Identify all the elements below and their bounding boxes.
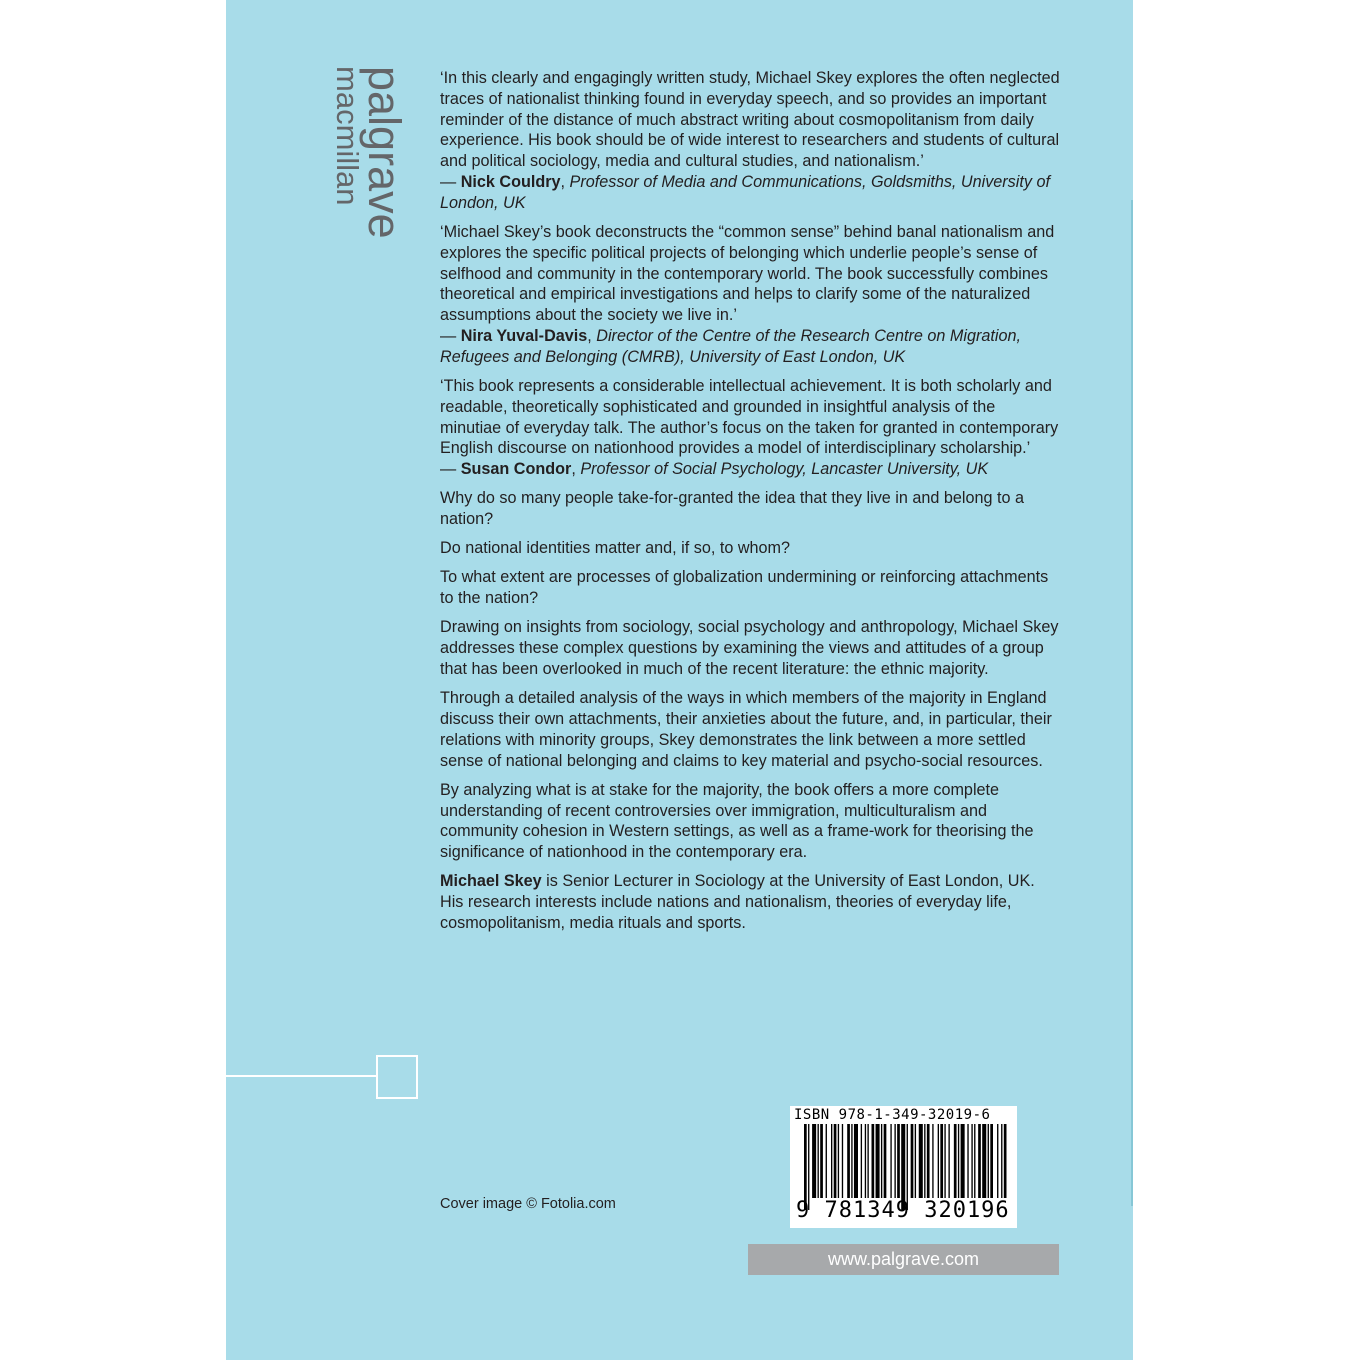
blurb-question: Why do so many people take-for-granted the idea that they live in and belong to a nation? (440, 489, 1025, 529)
review-attribution: — Nira Yuval-Davis, Director of the Centre of the Research Centre on Migration, Refugees and Belonging (CMRB), University of East London, UK (440, 326, 1021, 366)
barcode-bar (948, 1124, 949, 1198)
barcode-bar (894, 1124, 895, 1198)
barcode-bar (812, 1124, 816, 1198)
barcode-bar (876, 1124, 880, 1198)
review-quote: ‘In this clearly and engagingly written study, Michael Skey explores the often neglected traces of nationalist thinking found in everyday speech, and so provides an important reminder of the distance of much abstract writing about cosmopolitanism from daily experience. His book should be of wide interest to researchers and students of cultural and political sociology, media and cultural studies, and nationalism.’ (440, 69, 1060, 171)
barcode-bar (872, 1124, 875, 1198)
barcode-bar (954, 1124, 957, 1198)
blurb-paragraph: Drawing on insights from sociology, social psychology and anthropology, Michael Skey addresses these complex questions by examining the views and attitudes of a group that has been overlooked in much of the recent literature: the ethnic majority. (440, 618, 1059, 679)
reviewer-affiliation: Professor of Social Psychology, Lancaster University, UK (580, 460, 989, 479)
barcode-bar (988, 1124, 989, 1198)
barcode-bar (867, 1124, 868, 1198)
isbn-digits: 9 781349 320196 (796, 1198, 1010, 1223)
reviewer-name: Susan Condor (460, 460, 572, 479)
barcode-bar (940, 1124, 943, 1198)
back-cover-text (440, 68, 1060, 942)
barcode-bar (890, 1124, 891, 1198)
blurb-question: To what extent are processes of globalization undermining or reinforcing attachments to the nation? (440, 568, 1049, 608)
barcode-bar (958, 1124, 959, 1198)
barcode-bar (842, 1124, 843, 1198)
barcode-bar (884, 1124, 887, 1198)
review-quote: ‘This book represents a considerable intellectual achievement. It is both scholarly and readable, theoretically sophisticated and grounded in insightful analysis of the minutiae of everyday talk. The author’s focus on the taken for granted in contemporary English discourse on nationhood provides a model of interdisciplinary scholarship.’ (440, 376, 1059, 458)
author-bio: Michael Skey is Senior Lecturer in Sociology at the University of East London, UK. His research interests include nations and nationalism, theories of everyday life, cosmopolitanism, media rituals and sports. (440, 872, 1035, 932)
author-name: Michael Skey (440, 872, 542, 891)
isbn-label: ISBN 978-1-349-32019-6 (794, 1107, 991, 1123)
barcode-bar (854, 1124, 858, 1198)
barcode-bar (938, 1124, 939, 1198)
spine-edge (1131, 200, 1133, 1206)
barcode-bar (834, 1124, 837, 1198)
decorative-line (226, 1075, 377, 1077)
barcode-bar (919, 1124, 923, 1198)
barcode-bar (944, 1124, 945, 1198)
barcode-bar (865, 1124, 866, 1198)
reviewer-name: Nira Yuval-Davis (460, 326, 588, 345)
reviewer-affiliation: Director of the Centre of the Research Centre on Migration, Refugees and Belonging (CMRB), University of East London, UK (440, 326, 1021, 366)
barcode-bar (831, 1124, 832, 1198)
barcode-bar (847, 1124, 850, 1198)
barcode-bar (861, 1124, 862, 1198)
barcode-bar (818, 1124, 819, 1198)
reviewer-name: Nick Couldry (460, 172, 561, 191)
barcode-bar (990, 1124, 993, 1198)
barcode-bar (838, 1124, 839, 1198)
barcode-bar (997, 1124, 998, 1198)
barcode-bar (1001, 1124, 1002, 1198)
review-attribution: — Susan Condor, Professor of Social Psychology, Lancaster University, UK (440, 460, 989, 479)
barcode-bar (911, 1124, 914, 1198)
barcode-bar (820, 1124, 823, 1198)
barcode-bar (924, 1124, 925, 1198)
publisher-website[interactable]: www.palgrave.com (748, 1244, 1059, 1275)
barcode-bar (1004, 1124, 1007, 1198)
reviewer-affiliation: Professor of Media and Communications, Goldsmiths, University of London, UK (440, 172, 1050, 212)
barcode-bar (978, 1124, 981, 1198)
blurb-paragraph: By analyzing what is at stake for the majority, the book offers a more complete understanding of recent controversies over immigration, multiculturalism and community cohesion in Western settings, as well as a frame-work for theorising the significance of nationhood in the contemporary era. (440, 780, 1034, 862)
logo-palgrave: palgrave (359, 66, 410, 239)
barcode-bar (932, 1124, 933, 1198)
barcode-bar (974, 1124, 975, 1198)
barcode-bar (961, 1124, 965, 1198)
barcode-bar (982, 1124, 986, 1198)
blurb-paragraph: Through a detailed analysis of the ways in which members of the majority in England discuss their own attachments, their anxieties about the future, and, in particular, their relations with minority groups, Skey demonstrates the link between a more settled sense of national belonging and claims to key material and psycho-social resources. (440, 689, 1052, 770)
barcode-bar (881, 1124, 882, 1198)
review-quote: ‘Michael Skey’s book deconstructs the “common sense” behind banal nationalism and explores the specific political projects of belonging which underlie people’s sense of selfhood and community in the contemporary world. The book successfully combines theoretical and empirical investigations and helps to clarify some of the naturalized assumptions about the society we live in.’ (440, 222, 1055, 325)
barcode-bar (927, 1124, 930, 1198)
isbn-barcode (790, 1106, 1017, 1228)
barcode-bar (826, 1124, 827, 1198)
barcode-bar (851, 1124, 852, 1198)
review-attribution: — Nick Couldry, Professor of Media and Communications, Goldsmiths, University of London, UK (440, 172, 1050, 212)
barcode-bar (971, 1124, 972, 1198)
logo-macmillan: macmillan (330, 66, 365, 206)
decorative-square (376, 1055, 418, 1099)
blurb-question: Do national identities matter and, if so, to whom? (440, 539, 791, 558)
barcode-bar (915, 1124, 916, 1198)
barcode-bar (967, 1124, 968, 1198)
palgrave-macmillan-logo (330, 66, 415, 252)
cover-credit: Cover image © Fotolia.com (440, 1196, 616, 1212)
barcode-bar (897, 1124, 900, 1198)
